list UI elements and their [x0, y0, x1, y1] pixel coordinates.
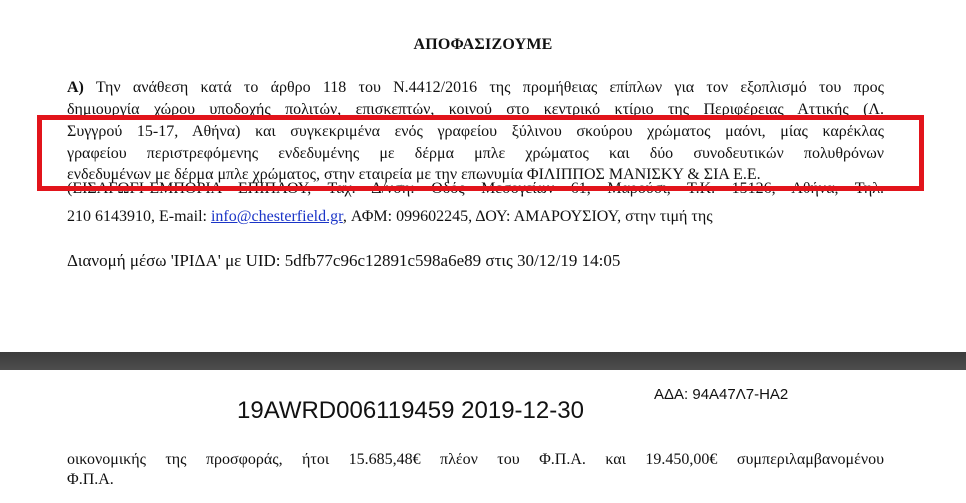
paragraph-line-7-start: 210 6143910, E-mail: — [67, 208, 211, 225]
continuation-line-1: οικονομικής της προσφοράς, ήτοι 15.685,48€ πλέον του Φ.Π.Α. και 19.450,00€ συμπεριλαμβανομένου — [67, 451, 884, 468]
paragraph-line-7 — [67, 207, 884, 227]
page-separator — [0, 352, 966, 370]
paragraph-line-7-end: , ΑΦΜ: 099602245, ΔΟΥ: ΑΜΑΡΟΥΣΙΟΥ, στην τιμή της — [342, 208, 713, 225]
ada-code: ΑΔΑ: 94Α47Λ7-ΗΑ2 — [654, 386, 789, 403]
decision-heading: ΑΠΟΦΑΣΙΖΟΥΜΕ — [413, 36, 553, 53]
continuation-line-2: Φ.Π.Α. — [67, 471, 114, 488]
highlight-annotation-box — [37, 115, 924, 191]
paragraph-line-1-text: Την ανάθεση κατά το άρθρο 118 του Ν.4412/2016 της προμήθειας επίπλων για τον εξοπλισμό του προς — [83, 79, 884, 96]
distribution-note: Διανομή μέσω 'ΙΡΙΔΑ' με UID: 5dfb77c96c12891c598a6e89 στις 30/12/19 14:05 — [67, 251, 621, 270]
email-link[interactable]: info@chesterfield.gr — [210, 208, 343, 225]
paragraph-line-1 — [67, 78, 884, 98]
paragraph-line-4: γραφείου περιστρεφόμενης ενδεδυμένης με δέρμα μπλε χρώματος και δύο συνοδευτικών πολυθρόνων — [67, 145, 884, 162]
document-id: 19AWRD006119459 2019-12-30 — [237, 397, 584, 424]
paragraph-line-6-text: (ΕΙΣΑΓΩΓΙ-ΕΜΠΟΡΙΑ ΕΠΙΠΛΟΥ, Ταχ. Δ/νση: Οδός Μεσογείων 61, Μαρούσι, Τ.Κ. 15126, Αθήνα, Τηλ. — [67, 180, 884, 197]
paragraph-line-2-partial: δημιουργία χώρου υποδοχής πολιτών, επισκεπτών, κοινού στο κεντρικό κτίριο της Περιφέρειας Αττικής (Λ. — [67, 101, 884, 118]
paragraph-line-5: ενδεδυμένων με δέρμα μπλε χρώματος, στην εταιρεία με την επωνυμία ΦΙΛΙΠΠΟΣ ΜΑΝΙΣΚΥ & ΣΙΑ Ε.Ε. — [67, 166, 761, 183]
paragraph-label: Α) — [67, 79, 84, 96]
paragraph-line-3: Συγγρού 15-17, Αθήνα) και συγκεκριμένα ενός γραφείου ξύλινου σκούρου χρώματος μαόνι, μίας καρέκλας — [67, 123, 884, 140]
document-page-bottom — [0, 370, 966, 503]
